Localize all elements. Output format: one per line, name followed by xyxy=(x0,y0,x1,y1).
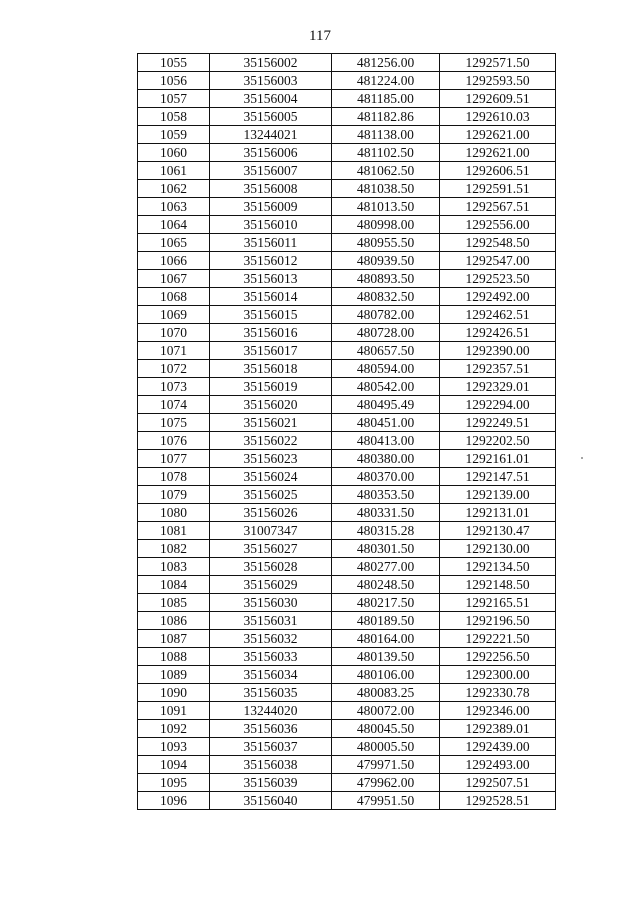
x-coordinate-cell: 480331.50 xyxy=(332,504,440,522)
point-number-cell: 1059 xyxy=(138,126,210,144)
table-row xyxy=(138,576,556,594)
table-row xyxy=(138,90,556,108)
x-coordinate-cell: 480106.00 xyxy=(332,666,440,684)
table-row xyxy=(138,396,556,414)
x-coordinate-cell: 480657.50 xyxy=(332,342,440,360)
y-coordinate-cell: 1292609.51 xyxy=(440,90,556,108)
y-coordinate-cell: 1292548.50 xyxy=(440,234,556,252)
table-row xyxy=(138,54,556,72)
point-id-cell: 35156015 xyxy=(210,306,332,324)
point-number-cell: 1090 xyxy=(138,684,210,702)
point-id-cell: 35156039 xyxy=(210,774,332,792)
x-coordinate-cell: 479962.00 xyxy=(332,774,440,792)
point-id-cell: 31007347 xyxy=(210,522,332,540)
x-coordinate-cell: 481185.00 xyxy=(332,90,440,108)
y-coordinate-cell: 1292139.00 xyxy=(440,486,556,504)
point-number-cell: 1082 xyxy=(138,540,210,558)
point-number-cell: 1086 xyxy=(138,612,210,630)
table-row xyxy=(138,720,556,738)
y-coordinate-cell: 1292621.00 xyxy=(440,126,556,144)
y-coordinate-cell: 1292165.51 xyxy=(440,594,556,612)
point-id-cell: 13244020 xyxy=(210,702,332,720)
table-row xyxy=(138,702,556,720)
x-coordinate-cell: 481013.50 xyxy=(332,198,440,216)
table-body xyxy=(138,54,556,810)
x-coordinate-cell: 480353.50 xyxy=(332,486,440,504)
table-row xyxy=(138,792,556,810)
table-row xyxy=(138,162,556,180)
x-coordinate-cell: 480217.50 xyxy=(332,594,440,612)
y-coordinate-cell: 1292330.78 xyxy=(440,684,556,702)
point-id-cell: 35156036 xyxy=(210,720,332,738)
x-coordinate-cell: 480083.25 xyxy=(332,684,440,702)
point-number-cell: 1091 xyxy=(138,702,210,720)
table-row xyxy=(138,234,556,252)
x-coordinate-cell: 480782.00 xyxy=(332,306,440,324)
y-coordinate-cell: 1292610.03 xyxy=(440,108,556,126)
table-row xyxy=(138,612,556,630)
y-coordinate-cell: 1292556.00 xyxy=(440,216,556,234)
point-number-cell: 1075 xyxy=(138,414,210,432)
point-number-cell: 1077 xyxy=(138,450,210,468)
y-coordinate-cell: 1292492.00 xyxy=(440,288,556,306)
point-number-cell: 1095 xyxy=(138,774,210,792)
point-id-cell: 35156037 xyxy=(210,738,332,756)
point-id-cell: 35156038 xyxy=(210,756,332,774)
table-row xyxy=(138,432,556,450)
point-number-cell: 1081 xyxy=(138,522,210,540)
point-number-cell: 1060 xyxy=(138,144,210,162)
x-coordinate-cell: 481182.86 xyxy=(332,108,440,126)
point-id-cell: 35156021 xyxy=(210,414,332,432)
table-row xyxy=(138,288,556,306)
point-id-cell: 35156014 xyxy=(210,288,332,306)
point-number-cell: 1092 xyxy=(138,720,210,738)
point-id-cell: 35156024 xyxy=(210,468,332,486)
point-id-cell: 35156027 xyxy=(210,540,332,558)
point-id-cell: 35156016 xyxy=(210,324,332,342)
point-number-cell: 1080 xyxy=(138,504,210,522)
x-coordinate-cell: 480005.50 xyxy=(332,738,440,756)
table-row xyxy=(138,72,556,90)
x-coordinate-cell: 481038.50 xyxy=(332,180,440,198)
x-coordinate-cell: 480370.00 xyxy=(332,468,440,486)
x-coordinate-cell: 481062.50 xyxy=(332,162,440,180)
x-coordinate-cell: 481102.50 xyxy=(332,144,440,162)
y-coordinate-cell: 1292567.51 xyxy=(440,198,556,216)
table-row xyxy=(138,468,556,486)
x-coordinate-cell: 480413.00 xyxy=(332,432,440,450)
y-coordinate-cell: 1292390.00 xyxy=(440,342,556,360)
point-number-cell: 1065 xyxy=(138,234,210,252)
x-coordinate-cell: 480248.50 xyxy=(332,576,440,594)
table-row xyxy=(138,594,556,612)
point-id-cell: 35156034 xyxy=(210,666,332,684)
table-row xyxy=(138,270,556,288)
coordinates-table xyxy=(137,53,556,810)
x-coordinate-cell: 481256.00 xyxy=(332,54,440,72)
point-number-cell: 1085 xyxy=(138,594,210,612)
y-coordinate-cell: 1292462.51 xyxy=(440,306,556,324)
x-coordinate-cell: 481224.00 xyxy=(332,72,440,90)
y-coordinate-cell: 1292591.51 xyxy=(440,180,556,198)
table-row xyxy=(138,666,556,684)
y-coordinate-cell: 1292357.51 xyxy=(440,360,556,378)
point-id-cell: 35156023 xyxy=(210,450,332,468)
x-coordinate-cell: 480832.50 xyxy=(332,288,440,306)
table-row xyxy=(138,108,556,126)
x-coordinate-cell: 479951.50 xyxy=(332,792,440,810)
y-coordinate-cell: 1292621.00 xyxy=(440,144,556,162)
x-coordinate-cell: 480542.00 xyxy=(332,378,440,396)
y-coordinate-cell: 1292294.00 xyxy=(440,396,556,414)
y-coordinate-cell: 1292147.51 xyxy=(440,468,556,486)
point-id-cell: 35156010 xyxy=(210,216,332,234)
point-id-cell: 35156030 xyxy=(210,594,332,612)
y-coordinate-cell: 1292131.01 xyxy=(440,504,556,522)
point-id-cell: 35156002 xyxy=(210,54,332,72)
point-number-cell: 1062 xyxy=(138,180,210,198)
table-row xyxy=(138,414,556,432)
point-id-cell: 35156005 xyxy=(210,108,332,126)
point-number-cell: 1069 xyxy=(138,306,210,324)
x-coordinate-cell: 480380.00 xyxy=(332,450,440,468)
table-row xyxy=(138,324,556,342)
table-row xyxy=(138,126,556,144)
y-coordinate-cell: 1292130.00 xyxy=(440,540,556,558)
point-number-cell: 1078 xyxy=(138,468,210,486)
table-row xyxy=(138,756,556,774)
table-row xyxy=(138,504,556,522)
y-coordinate-cell: 1292134.50 xyxy=(440,558,556,576)
point-id-cell: 13244021 xyxy=(210,126,332,144)
x-coordinate-cell: 481138.00 xyxy=(332,126,440,144)
table-row xyxy=(138,252,556,270)
x-coordinate-cell: 480893.50 xyxy=(332,270,440,288)
point-number-cell: 1066 xyxy=(138,252,210,270)
table-row xyxy=(138,342,556,360)
point-id-cell: 35156020 xyxy=(210,396,332,414)
point-number-cell: 1068 xyxy=(138,288,210,306)
y-coordinate-cell: 1292221.50 xyxy=(440,630,556,648)
x-coordinate-cell: 480728.00 xyxy=(332,324,440,342)
point-number-cell: 1084 xyxy=(138,576,210,594)
point-number-cell: 1057 xyxy=(138,90,210,108)
y-coordinate-cell: 1292547.00 xyxy=(440,252,556,270)
point-id-cell: 35156019 xyxy=(210,378,332,396)
x-coordinate-cell: 480998.00 xyxy=(332,216,440,234)
y-coordinate-cell: 1292593.50 xyxy=(440,72,556,90)
point-number-cell: 1083 xyxy=(138,558,210,576)
y-coordinate-cell: 1292196.50 xyxy=(440,612,556,630)
y-coordinate-cell: 1292606.51 xyxy=(440,162,556,180)
point-id-cell: 35156028 xyxy=(210,558,332,576)
table-row xyxy=(138,360,556,378)
x-coordinate-cell: 480301.50 xyxy=(332,540,440,558)
x-coordinate-cell: 479971.50 xyxy=(332,756,440,774)
x-coordinate-cell: 480045.50 xyxy=(332,720,440,738)
point-id-cell: 35156026 xyxy=(210,504,332,522)
point-number-cell: 1061 xyxy=(138,162,210,180)
table-row xyxy=(138,144,556,162)
point-number-cell: 1096 xyxy=(138,792,210,810)
point-number-cell: 1094 xyxy=(138,756,210,774)
x-coordinate-cell: 480189.50 xyxy=(332,612,440,630)
point-number-cell: 1089 xyxy=(138,666,210,684)
point-id-cell: 35156003 xyxy=(210,72,332,90)
table-row xyxy=(138,198,556,216)
table-row xyxy=(138,648,556,666)
table-row xyxy=(138,522,556,540)
y-coordinate-cell: 1292161.01 xyxy=(440,450,556,468)
x-coordinate-cell: 480072.00 xyxy=(332,702,440,720)
y-coordinate-cell: 1292523.50 xyxy=(440,270,556,288)
point-id-cell: 35156029 xyxy=(210,576,332,594)
table-row xyxy=(138,180,556,198)
y-coordinate-cell: 1292571.50 xyxy=(440,54,556,72)
point-id-cell: 35156011 xyxy=(210,234,332,252)
y-coordinate-cell: 1292249.51 xyxy=(440,414,556,432)
point-id-cell: 35156013 xyxy=(210,270,332,288)
point-number-cell: 1063 xyxy=(138,198,210,216)
point-number-cell: 1079 xyxy=(138,486,210,504)
y-coordinate-cell: 1292329.01 xyxy=(440,378,556,396)
y-coordinate-cell: 1292202.50 xyxy=(440,432,556,450)
table-row xyxy=(138,540,556,558)
point-id-cell: 35156009 xyxy=(210,198,332,216)
point-number-cell: 1076 xyxy=(138,432,210,450)
point-id-cell: 35156035 xyxy=(210,684,332,702)
page-number: 117 xyxy=(309,28,331,44)
point-number-cell: 1072 xyxy=(138,360,210,378)
point-number-cell: 1064 xyxy=(138,216,210,234)
x-coordinate-cell: 480139.50 xyxy=(332,648,440,666)
y-coordinate-cell: 1292493.00 xyxy=(440,756,556,774)
y-coordinate-cell: 1292300.00 xyxy=(440,666,556,684)
table-row xyxy=(138,684,556,702)
point-id-cell: 35156022 xyxy=(210,432,332,450)
y-coordinate-cell: 1292346.00 xyxy=(440,702,556,720)
table-row xyxy=(138,738,556,756)
point-number-cell: 1093 xyxy=(138,738,210,756)
x-coordinate-cell: 480315.28 xyxy=(332,522,440,540)
y-coordinate-cell: 1292389.01 xyxy=(440,720,556,738)
point-id-cell: 35156006 xyxy=(210,144,332,162)
table-row xyxy=(138,378,556,396)
x-coordinate-cell: 480277.00 xyxy=(332,558,440,576)
point-id-cell: 35156018 xyxy=(210,360,332,378)
table-row xyxy=(138,450,556,468)
point-id-cell: 35156008 xyxy=(210,180,332,198)
table-row xyxy=(138,558,556,576)
x-coordinate-cell: 480495.49 xyxy=(332,396,440,414)
point-number-cell: 1055 xyxy=(138,54,210,72)
point-number-cell: 1088 xyxy=(138,648,210,666)
y-coordinate-cell: 1292256.50 xyxy=(440,648,556,666)
point-id-cell: 35156004 xyxy=(210,90,332,108)
point-id-cell: 35156033 xyxy=(210,648,332,666)
x-coordinate-cell: 480451.00 xyxy=(332,414,440,432)
point-number-cell: 1087 xyxy=(138,630,210,648)
y-coordinate-cell: 1292426.51 xyxy=(440,324,556,342)
point-id-cell: 35156007 xyxy=(210,162,332,180)
point-id-cell: 35156025 xyxy=(210,486,332,504)
point-id-cell: 35156017 xyxy=(210,342,332,360)
point-number-cell: 1067 xyxy=(138,270,210,288)
point-number-cell: 1056 xyxy=(138,72,210,90)
y-coordinate-cell: 1292439.00 xyxy=(440,738,556,756)
x-coordinate-cell: 480955.50 xyxy=(332,234,440,252)
y-coordinate-cell: 1292148.50 xyxy=(440,576,556,594)
table-row xyxy=(138,630,556,648)
scan-speck xyxy=(581,457,583,459)
table-row xyxy=(138,774,556,792)
x-coordinate-cell: 480594.00 xyxy=(332,360,440,378)
point-number-cell: 1074 xyxy=(138,396,210,414)
x-coordinate-cell: 480164.00 xyxy=(332,630,440,648)
y-coordinate-cell: 1292130.47 xyxy=(440,522,556,540)
point-number-cell: 1073 xyxy=(138,378,210,396)
point-id-cell: 35156032 xyxy=(210,630,332,648)
y-coordinate-cell: 1292528.51 xyxy=(440,792,556,810)
point-number-cell: 1058 xyxy=(138,108,210,126)
point-id-cell: 35156040 xyxy=(210,792,332,810)
table-row xyxy=(138,486,556,504)
table-row xyxy=(138,216,556,234)
point-number-cell: 1071 xyxy=(138,342,210,360)
point-number-cell: 1070 xyxy=(138,324,210,342)
point-id-cell: 35156012 xyxy=(210,252,332,270)
x-coordinate-cell: 480939.50 xyxy=(332,252,440,270)
point-id-cell: 35156031 xyxy=(210,612,332,630)
y-coordinate-cell: 1292507.51 xyxy=(440,774,556,792)
table-row xyxy=(138,306,556,324)
